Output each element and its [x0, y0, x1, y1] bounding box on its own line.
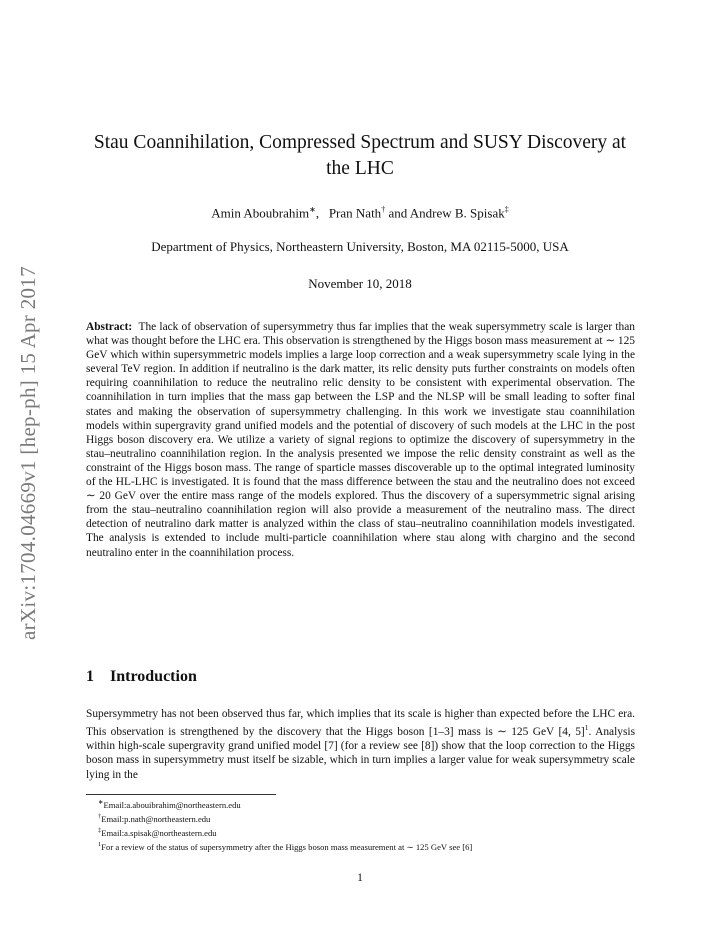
affiliation: Department of Physics, Northeastern University, Boston, MA 02115-5000, USA — [151, 239, 569, 254]
footnote-mark: ∗ — [98, 799, 104, 806]
arxiv-identifier: arXiv:1704.04669v1 [hep-ph] 15 Apr 2017 — [16, 266, 40, 640]
section-heading — [86, 668, 197, 686]
footnote-mark: † — [98, 812, 102, 820]
footnote — [86, 825, 646, 839]
author-list: Amin Aboubrahim∗, Pran Nath† and Andrew B. Spisak‡ — [211, 205, 509, 221]
author-footnote-mark[interactable]: † — [381, 205, 386, 214]
author-footnote-mark[interactable]: ∗ — [309, 205, 316, 214]
abstract — [86, 320, 635, 560]
footnote-text: For a review of the status of supersymmetry after the Higgs boson mass measurement at ∼ 125 GeV see [6] — [101, 841, 473, 852]
intro-text: . Analysis within high-scale supergravity grand unified model [7] (for a review see [8]) show that the loop correction to the Higgs boson mass in supersymmetry must itself be sizable, which in turn implies a larger value for weak supersymmetry scale lying in the — [86, 726, 635, 781]
footnotes — [86, 797, 646, 852]
footnote — [86, 839, 646, 853]
footnote-mark: 1 — [98, 840, 102, 848]
paper-title: Stau Coannihilation, Compressed Spectrum and SUSY Discovery at the LHC — [93, 132, 627, 179]
abstract-text: The lack of observation of supersymmetry thus far implies that the weak supersymmetry scale is larger than what was thought before the LHC era. This observation is strengthened by the Higgs boson mass measurement at ∼ 125 GeV which within supersymmetric models implies a large loop correction and a weak supersymmetry scale lying in the several TeV region. In addition if neutralino is the dark matter, its relic density puts further constraints on models often requiring coannihilation to reduce the neutralino relic density to be consistent with experimental observation. The coannihilation in turn implies that the mass gap between the LSP and the NLSP will be small leading to softer final states and making the observation of supersymmetry challenging. In this work we investigate stau coannihilation models within supergravity grand unified models and the potential of discovery of such models at the LHC in the post Higgs boson discovery era. We utilize a variety of signal regions to optimize the discovery of supersymmetry in the stau–neutralino coannihilation region. In the analysis presented we impose the relic density constraint as well as the constraint of the Higgs boson mass. The range of sparticle masses discoverable up to the optimal integrated luminosity of the HL-LHC is investigated. It is found that the mass difference between the stau and the neutralino does not exceed ∼ 20 GeV over the entire mass range of the models explored. Thus the discovery of a supersymmetric signal arising from the stau–neutralino coannihilation region will also provide a measurement of the neutralino mass. The direct detection of neutralino dark matter is analyzed within the class of stau–neutralino coannihilation models investigated. The analysis is extended to include multi-particle coannihilation where stau along with chargino and the second neutralino enter in the coannihilation process. — [86, 321, 635, 559]
footnote — [86, 811, 646, 825]
section-title: Introduction — [110, 668, 197, 685]
footnote-text: Email:a.spisak@northeastern.edu — [101, 827, 217, 838]
footnote-reference[interactable]: 1 — [584, 723, 589, 733]
paper-date: November 10, 2018 — [308, 276, 412, 291]
author-footnote-mark[interactable]: ‡ — [504, 205, 509, 214]
author-name: Pran Nath — [328, 205, 382, 221]
page-number: 1 — [357, 872, 363, 884]
footnote-text: Email:a.abouibrahim@northeastern.edu — [103, 799, 241, 810]
footnote-text: Email:p.nath@northeastern.edu — [101, 813, 211, 824]
introduction-paragraph — [86, 707, 635, 782]
footnote-mark: ‡ — [98, 826, 102, 834]
footnote — [86, 797, 646, 811]
abstract-label: Abstract: — [86, 321, 133, 333]
intro-text: Supersymmetry has not been observed thus far, which implies that its scale is higher than expected before the LHC era. This observation is strengthened by the discovery that the Higgs boson [1–3] mass is ∼ 125 GeV [4, 5] — [86, 708, 635, 738]
footnote-divider — [86, 794, 276, 795]
author-name: Andrew B. Spisak — [409, 205, 505, 221]
section-number: 1 — [86, 668, 94, 685]
author-name: Amin Aboubrahim — [211, 205, 310, 221]
